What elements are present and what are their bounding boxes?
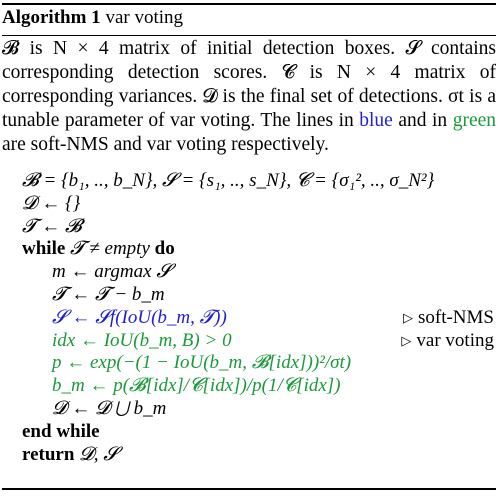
algorithm-line: [52, 260, 171, 284]
line-text: 𝓓 ← {}: [22, 192, 81, 214]
line-comment: [401, 329, 494, 353]
algorithm-heading: [2, 7, 183, 29]
line-keyword: return: [22, 443, 75, 465]
top-rule: [2, 3, 496, 5]
header-rule: [2, 35, 496, 36]
algorithm-box: [2, 3, 496, 490]
line-text: m ← argmax 𝓢: [52, 261, 172, 283]
comment-triangle-icon: ▷: [402, 309, 413, 325]
line-text: b_m ← p(𝓑[idx]/𝓒[idx])/p(1/𝓒[idx]): [52, 375, 341, 397]
line-comment: [403, 306, 494, 330]
algorithm-line: [52, 374, 341, 398]
algorithm-line: [22, 443, 118, 467]
bottom-rule: [2, 488, 496, 490]
algorithm-line: [22, 192, 80, 216]
description-text: 𝓑 is N × 4 matrix of initial detection boxes. 𝓢 contains corresponding detection scores. 𝓒 is N × 4 matrix of corresponding variances. 𝓓 is the final set of detections. σt is a tunable parameter of var voting. The lines in: [2, 38, 496, 131]
algorithm-title: var voting: [105, 7, 184, 28]
blue-word: blue: [359, 110, 393, 131]
line-text: 𝓣 ≠ empty: [70, 238, 150, 260]
algorithm-line: [52, 306, 227, 330]
line-keyword: do: [154, 238, 175, 260]
algorithm-line: [22, 237, 175, 261]
algorithm-line: [52, 351, 351, 375]
line-text: 𝓢 ← 𝓢f(IoU(b_m, 𝓣)): [52, 306, 227, 328]
line-text: 𝓑 = {b₁, .., b_N}, 𝓢 = {s₁, .., s_N}, 𝓒 = {σ₁², .., σ_N²}: [22, 170, 435, 191]
algorithm-line: [52, 283, 165, 307]
line-text: 𝓓 ← 𝓓 ⋃ b_m: [52, 398, 167, 419]
line-text: 𝓓, 𝓢: [79, 443, 118, 465]
line-text: p ← exp(−(1 − IoU(b_m, 𝓑[idx]))²/σt): [52, 352, 352, 374]
algorithm-line: [22, 169, 434, 193]
green-word: green: [452, 110, 497, 131]
comment-text: soft-NMS: [417, 306, 494, 328]
algorithm-description: [2, 37, 496, 157]
algorithm-label: Algorithm 1: [2, 7, 101, 28]
comment-triangle-icon: ▷: [401, 332, 412, 348]
comment-text: var voting: [416, 329, 494, 351]
algorithm-line: [22, 420, 100, 444]
line-text: 𝓣 ← 𝓣 − b_m: [52, 284, 165, 305]
algorithm-line: [52, 397, 166, 421]
line-text: 𝓣 ← 𝓑: [22, 215, 82, 237]
description-and-in: and in: [398, 110, 448, 131]
line-keyword: while: [22, 238, 66, 260]
description-tail: are soft-NMS and var voting respectively.: [2, 134, 329, 155]
algorithm-line: [52, 329, 232, 353]
algorithm-line: [22, 215, 82, 239]
line-text: idx ← IoU(b_m, B) > 0: [52, 329, 232, 351]
line-keyword: end while: [22, 420, 100, 442]
